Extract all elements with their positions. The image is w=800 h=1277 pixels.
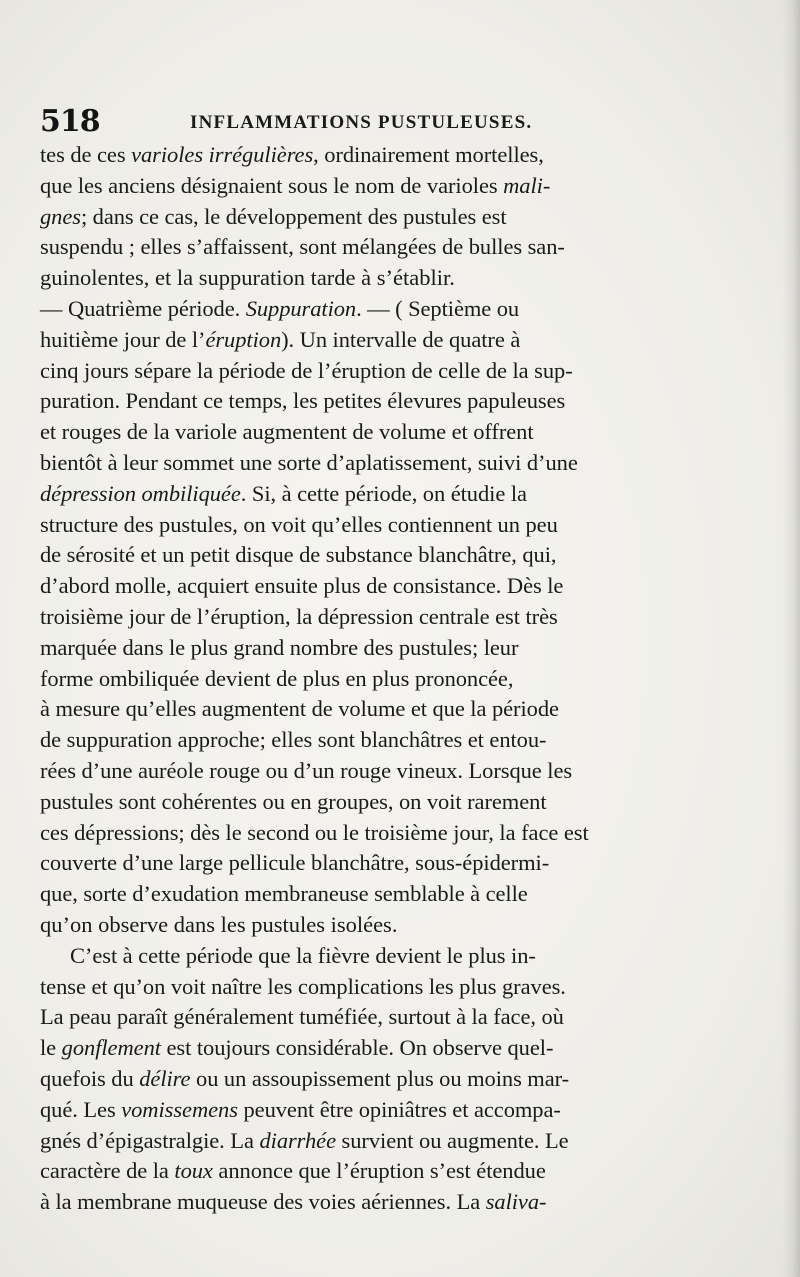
text-line (40, 1002, 704, 1033)
italic-term: Suppuration (245, 295, 357, 321)
italic-term: diarrhée (259, 1127, 336, 1153)
text-line (40, 510, 704, 541)
text-line (40, 787, 704, 818)
text-run: qu’on observe dans les pustules isolées. (40, 911, 398, 937)
text-line (40, 910, 704, 941)
text-line (40, 879, 704, 910)
text-run: ou un assoupissement plus ou moins mar- (190, 1065, 570, 1091)
text-run: quefois du (40, 1065, 140, 1091)
text-run: annonce que l’éruption s’est étendue (212, 1158, 546, 1184)
text-run: guinolentes, et la suppuration tarde à s’établir. (40, 265, 455, 291)
body-text (40, 140, 704, 1250)
text-line (40, 448, 704, 479)
text-line (40, 540, 704, 571)
text-run: tes de ces (40, 142, 132, 167)
text-run: suspendu ; elles s’affaissent, sont mélangées de bulles san- (40, 234, 565, 260)
text-run: C’est à cette période que la fièvre devient le plus in- (70, 942, 536, 968)
text-run: rées d’une auréole rouge ou d’un rouge vineux. Lorsque les (40, 757, 573, 783)
text-run: cinq jours sépare la période de l’éruption de celle de la sup- (40, 357, 573, 383)
page-number: 518 (40, 104, 100, 139)
text-line (40, 941, 704, 972)
italic-term: délire (139, 1065, 191, 1091)
italic-term: vomissemens (121, 1096, 238, 1122)
text-line (40, 1126, 704, 1157)
text-line (40, 571, 704, 602)
text-run: qué. Les (40, 1096, 122, 1122)
italic-term: éruption (205, 326, 282, 352)
text-line (40, 294, 704, 325)
text-line (40, 602, 704, 633)
text-line (40, 232, 704, 263)
text-line (40, 263, 704, 294)
text-run: tense et qu’on voit naître les complications les plus graves. (40, 973, 566, 999)
text-line (40, 633, 704, 664)
text-line (40, 202, 704, 233)
text-run: de sérosité et un petit disque de substance blanchâtre, qui, (40, 542, 557, 568)
text-line (40, 356, 704, 387)
text-run: que, sorte d’exudation membraneuse semblable à celle (40, 881, 528, 907)
text-run: ces dépressions; dès le second ou le troisième jour, la face est (40, 819, 589, 845)
text-run: ). Un intervalle de quatre à (281, 326, 521, 352)
text-run: à mesure qu’elles augmentent de volume et que la période (40, 696, 559, 722)
text-run: . — ( Septième ou (356, 295, 520, 321)
text-run: ; dans ce cas, le développement des pustules est (80, 203, 507, 229)
text-run: d’abord molle, acquiert ensuite plus de consistance. Dès le (40, 573, 564, 599)
text-run: pustules sont cohérentes ou en groupes, on voit rarement (40, 788, 547, 814)
text-line (40, 1187, 704, 1218)
text-line (40, 694, 704, 725)
text-run: La peau paraît généralement tuméfiée, surtout à la face, où (40, 1004, 564, 1030)
italic-term: dépression ombiliquée (40, 480, 241, 506)
text-run: de suppuration approche; elles sont blanchâtres et entou- (40, 727, 547, 753)
text-run: troisième jour de l’éruption, la dépression centrale est très (40, 603, 558, 629)
text-run: gnés d’épigastralgie. La (40, 1127, 260, 1153)
text-line (40, 818, 704, 849)
italic-term: varioles irrégulières (131, 142, 314, 167)
text-run: . Si, à cette période, on étudie la (240, 480, 527, 506)
text-run: et rouges de la variole augmentent de volume et offrent (40, 419, 534, 445)
text-line (40, 1033, 704, 1064)
text-run: le (40, 1035, 62, 1061)
text-line (40, 171, 704, 202)
text-line (40, 325, 704, 356)
text-line (40, 725, 704, 756)
italic-term: toux (174, 1158, 213, 1184)
text-run: forme ombiliquée devient de plus en plus prononcée, (40, 665, 514, 691)
text-run: peuvent être opiniâtres et accompa- (237, 1096, 561, 1122)
page-header (40, 104, 700, 140)
text-run: caractère de la (40, 1158, 175, 1184)
text-line (40, 1064, 704, 1095)
text-run: survient ou augmente. Le (335, 1127, 569, 1153)
text-run: que les anciens désignaient sous le nom de varioles (40, 172, 504, 198)
text-run: marquée dans le plus grand nombre des pustules; leur (40, 634, 519, 660)
text-run: huitième jour de l’ (40, 326, 206, 352)
text-line (40, 479, 704, 510)
text-line (40, 1156, 704, 1187)
text-run: structure des pustules, on voit qu’elles contiennent un peu (40, 511, 558, 537)
text-run: bientôt à leur sommet une sorte d’aplatissement, suivi d’une (40, 449, 578, 475)
text-line (40, 848, 704, 879)
text-line (40, 140, 704, 171)
text-line (40, 972, 704, 1003)
text-line (40, 386, 704, 417)
running-head: INFLAMMATIONS PUSTULEUSES. (190, 112, 533, 133)
text-line (40, 756, 704, 787)
italic-term: gnes (40, 203, 81, 229)
text-run: est toujours considérable. On observe quel- (160, 1035, 554, 1061)
text-line (40, 664, 704, 695)
italic-term: mali- (503, 172, 551, 198)
page-edge-shadow (782, 0, 800, 1277)
text-run: , ordinairement mortelles, (313, 142, 544, 167)
text-line (40, 1095, 704, 1126)
text-run: — Quatrième période. (40, 295, 246, 321)
text-run: puration. Pendant ce temps, les petites élevures papuleuses (40, 388, 566, 414)
text-run: à la membrane muqueuse des voies aériennes. La (40, 1189, 486, 1215)
text-run: couverte d’une large pellicule blanchâtre, sous-épidermi- (40, 850, 550, 876)
italic-term: saliva- (485, 1189, 547, 1215)
italic-term: gonflement (61, 1035, 161, 1061)
text-line (40, 417, 704, 448)
